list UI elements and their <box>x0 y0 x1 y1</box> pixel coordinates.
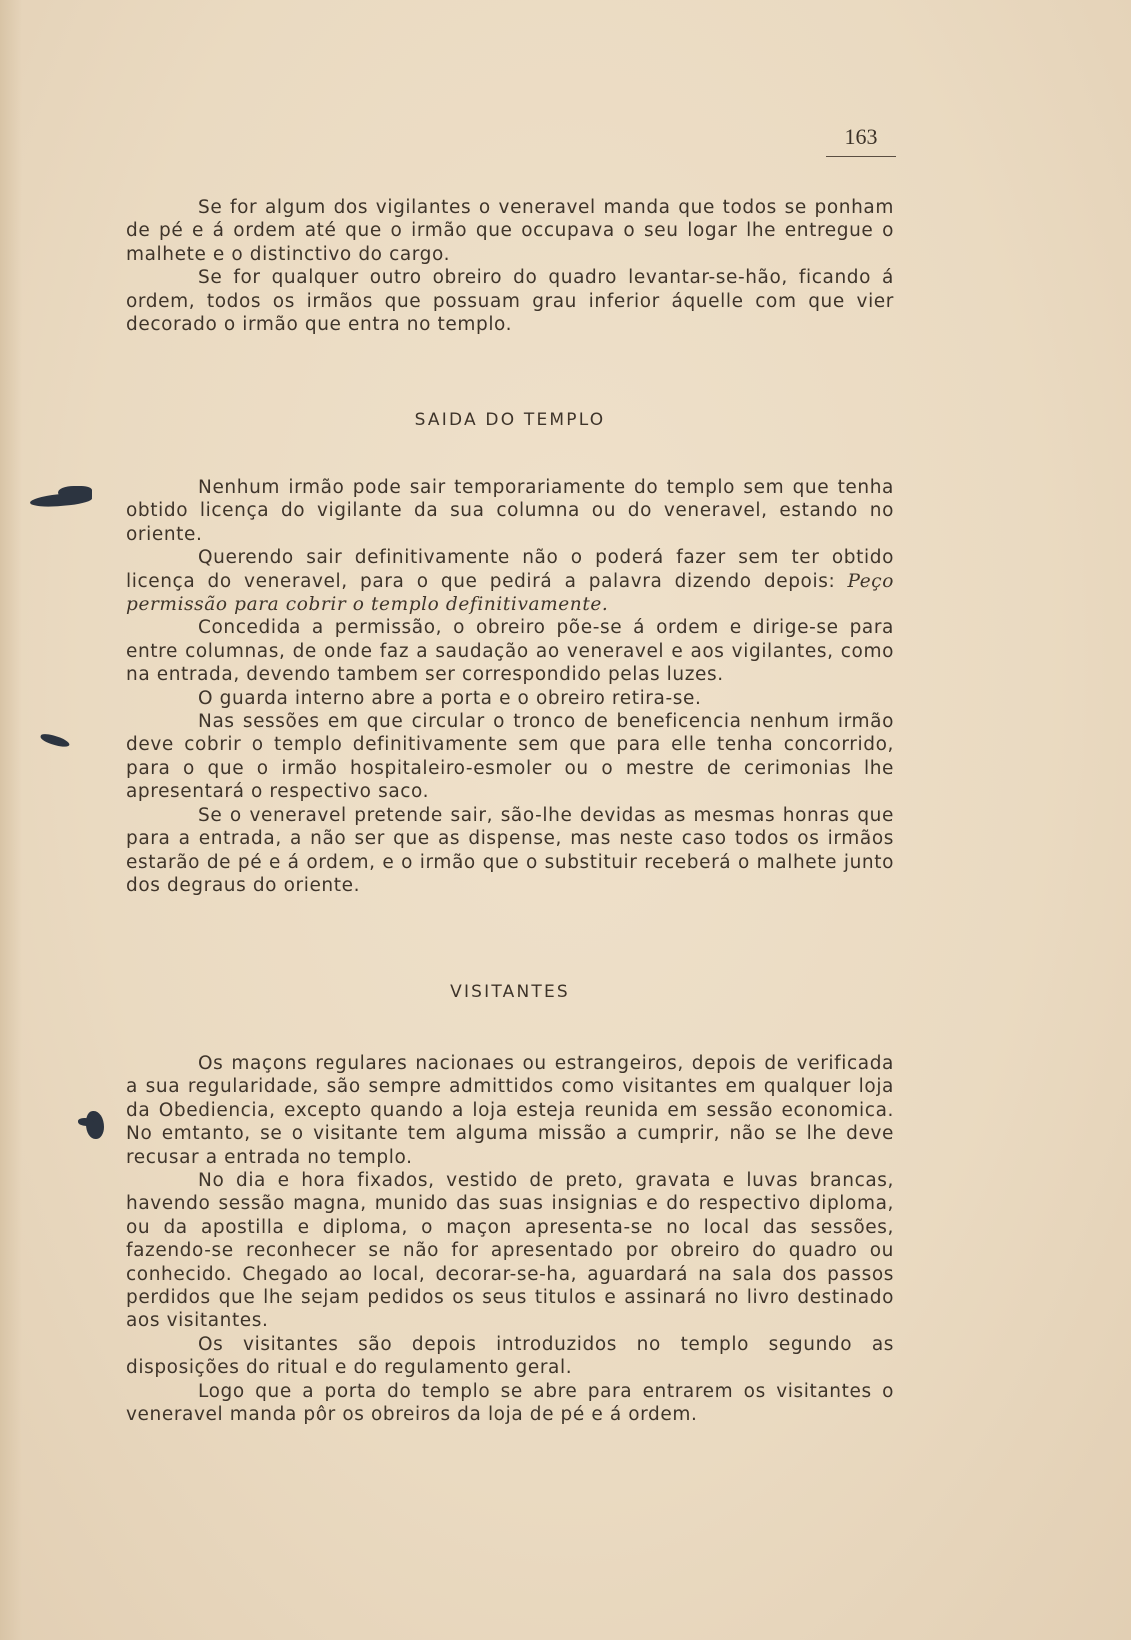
saida-text-block <box>126 476 894 897</box>
paragraph: O guarda interno abre a porta e o obreiro retira-se. <box>198 687 702 709</box>
paragraph: Logo que a porta do templo se abre para entrarem os visitantes o veneravel manda pôr os obreiros da loja de pé e á ordem. <box>126 1380 894 1426</box>
paragraph: Se o veneravel pretende sair, são-lhe devidas as mesmas honras que para a entrada, a não ser que as dispense, mas neste caso todos os irmãos estarão de pé e á ordem, e o irmão que o substituir receberá o malhete junto dos degraus do oriente. <box>126 804 894 896</box>
italic-phrase: Peço permissão para cobrir o templo definitivamente. <box>126 570 894 616</box>
paragraph: Concedida a permissão, o obreiro põe-se á ordem e dirige-se para entre columnas, de onde faz a saudação ao veneravel e aos vigilantes, como na entrada, devendo tambem ser correspondido pelas luzes. <box>126 617 894 686</box>
section-heading: VISITANTES <box>450 982 570 1002</box>
paragraph: Os visitantes são depois introduzidos no templo segundo as disposições do ritual e do regulamento geral. <box>126 1333 894 1379</box>
binding-hole <box>78 1118 94 1126</box>
paragraph: No dia e hora fixados, vestido de preto, gravata e luvas brancas, havendo sessão magna, munido das suas insignias e do respectivo diploma, ou da apostilla e diploma, o maçon apresenta-se no local das sessões, fazendo-se reconhecer se não for apresentado por obreiro do quadro ou conhecido. Chegado ao local, decorar-se-ha, aguardará na sala dos passos perdidos que lhe sejam pedidos os seus titulos e assinará no livro destinado aos visitantes. <box>126 1170 894 1332</box>
section-heading: SAIDA DO TEMPLO <box>414 410 606 430</box>
paragraph: Nas sessões em que circular o tronco de beneficencia nenhum irmão deve cobrir o templo definitivamente sem que para elle tenha concorrido, para o que o irmão hospitaleiro-esmoler ou o mestre de cerimonias lhe apresentará o respectivo saco. <box>126 711 894 803</box>
paragraph: Se for algum dos vigilantes o veneravel manda que todos se ponham de pé e á ordem até que o irmão que occupava o seu logar lhe entregue o malhete e o distinctivo do cargo. <box>126 197 894 265</box>
paragraph: Se for qualquer outro obreiro do quadro levantar-se-hão, ficando á ordem, todos os irmãos que possuam grau inferior áquelle com que vier decorado o irmão que entra no templo. <box>126 267 894 336</box>
paragraph-text: Querendo sair definitivamente não o poderá fazer sem ter obtido licença do veneravel, para o que pedirá a palavra dizendo depois: <box>126 547 894 592</box>
page-edge-shadow <box>0 0 22 1640</box>
binding-hole <box>58 486 92 500</box>
binding-hole <box>39 732 70 748</box>
paragraph: Os maçons regulares nacionaes ou estrangeiros, depois de verificada a sua regularidade, são sempre admittidos como visitantes em qualquer loja da Obediencia, excepto quando a loja esteja reunida em sessão economica. No emtanto, se o visitante tem alguma missão a cumprir, não se lhe deve recusar a entrada no templo. <box>126 1053 894 1168</box>
paragraph: Nenhum irmão pode sair temporariamente do templo sem que tenha obtido licença do vigilante da sua columna ou do veneravel, estando no oriente. <box>126 477 894 545</box>
intro-text-block <box>126 196 894 336</box>
visitantes-text-block <box>126 1052 894 1427</box>
paragraph <box>126 546 894 616</box>
page-number: 163 <box>826 124 896 157</box>
